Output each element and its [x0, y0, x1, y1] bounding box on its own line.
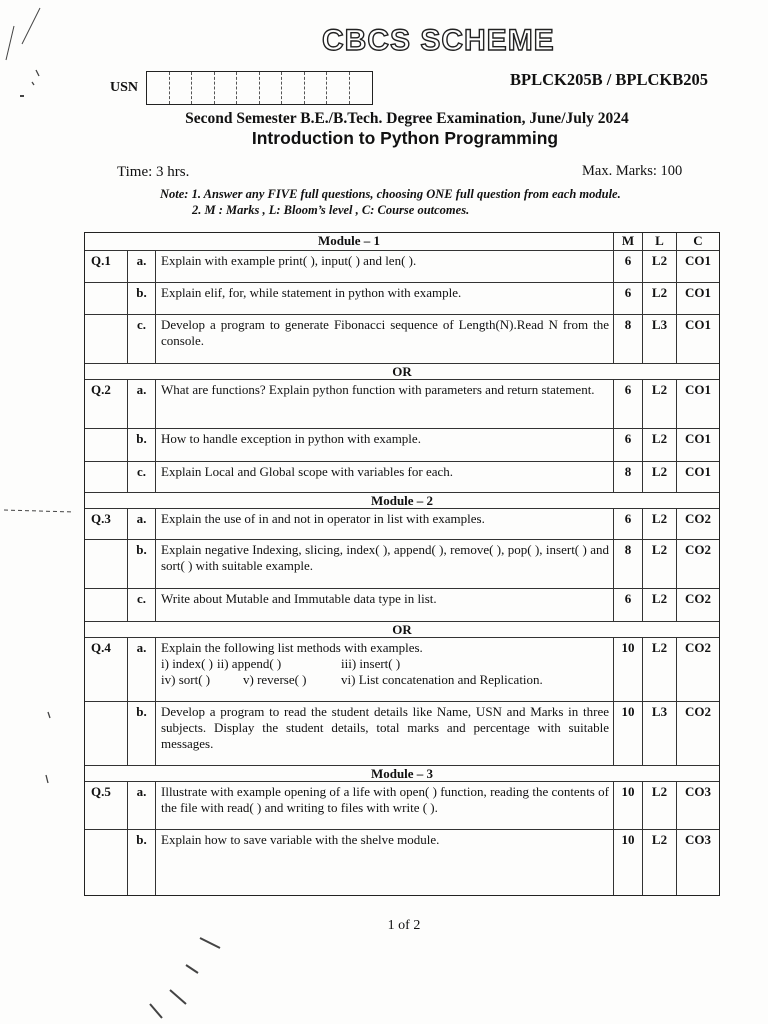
- course-outcome: CO2: [676, 638, 719, 701]
- or-separator: [85, 363, 719, 379]
- or-label: OR: [392, 622, 412, 637]
- part-label: b.: [127, 429, 155, 461]
- usn-label: USN: [110, 80, 139, 95]
- marks: 8: [613, 540, 642, 588]
- part-label: c.: [127, 315, 155, 363]
- part-label: a.: [127, 782, 155, 829]
- note-line-1: Note: 1. Answer any FIVE full questions, choosing ONE full question from each module.: [160, 187, 621, 201]
- time-allowed: Time: 3 hrs.: [117, 164, 190, 180]
- question-text: Write about Mutable and Immutable data type in list.: [155, 589, 613, 621]
- course-outcome: CO2: [676, 540, 719, 588]
- question-number: [85, 702, 127, 765]
- question-number: Q.1: [91, 253, 111, 268]
- blooms-level: L2: [642, 509, 676, 539]
- module-heading: Module – 2: [370, 493, 434, 508]
- question-text: Explain negative Indexing, slicing, index( ), append( ), remove( ), pop( ), insert( ) and sort( ) with suitable example.: [155, 540, 613, 588]
- question-number: [85, 830, 127, 895]
- marks: 6: [613, 251, 642, 282]
- marks: 8: [613, 315, 642, 363]
- table-row: [85, 461, 719, 492]
- question-intro: Explain the following list methods with examples.: [161, 640, 423, 655]
- module-heading: Module – 3: [370, 766, 434, 781]
- question-text: Explain Local and Global scope with variables for each.: [155, 462, 613, 492]
- question-text: [155, 638, 613, 701]
- method-item: vi) List concatenation and Replication.: [341, 672, 543, 687]
- marks: 10: [613, 782, 642, 829]
- course-outcome: CO1: [676, 429, 719, 461]
- question-text: What are functions? Explain python function with parameters and return statement.: [155, 380, 613, 428]
- question-number: [85, 315, 127, 363]
- question-text: Illustrate with example opening of a life with open( ) function, reading the contents of the file with read( ) and writing to files with write ( ).: [155, 782, 613, 829]
- col-level-header: L: [642, 233, 676, 250]
- usn-cell: [192, 72, 215, 104]
- table-row: [85, 314, 719, 363]
- course-outcome: CO1: [676, 283, 719, 314]
- course-outcome: CO2: [676, 702, 719, 765]
- usn-cell: [305, 72, 328, 104]
- course-outcome: CO3: [676, 782, 719, 829]
- method-item: ii) append( ): [217, 656, 282, 671]
- question-number: [85, 283, 127, 314]
- col-marks-header: M: [613, 233, 642, 250]
- usn-cell: [215, 72, 238, 104]
- module-heading: Module – 1: [317, 233, 381, 248]
- part-label: b.: [127, 540, 155, 588]
- marks: 6: [613, 509, 642, 539]
- course-outcome: CO2: [676, 509, 719, 539]
- question-text: How to handle exception in python with example.: [155, 429, 613, 461]
- blooms-level: L2: [642, 782, 676, 829]
- question-number: [85, 589, 127, 621]
- blooms-level: L2: [642, 830, 676, 895]
- course-outcome: CO1: [676, 315, 719, 363]
- blooms-level: L3: [642, 315, 676, 363]
- course-outcome: CO2: [676, 589, 719, 621]
- marks: 6: [613, 380, 642, 428]
- note-line-2: 2. M : Marks , L: Bloom’s level , C: Course outcomes.: [192, 203, 470, 217]
- marks: 10: [613, 702, 642, 765]
- part-label: b.: [127, 830, 155, 895]
- usn-cell: [237, 72, 260, 104]
- table-row: [85, 701, 719, 765]
- course-outcome: CO3: [676, 830, 719, 895]
- table-row: [85, 539, 719, 588]
- blooms-level: L2: [642, 589, 676, 621]
- question-number: [85, 462, 127, 492]
- part-label: a.: [127, 638, 155, 701]
- or-separator: [85, 621, 719, 637]
- table-row: [85, 508, 719, 539]
- usn-cell: [260, 72, 283, 104]
- marks: 8: [613, 462, 642, 492]
- method-item: v) reverse( ): [243, 672, 307, 687]
- blooms-level: L2: [642, 380, 676, 428]
- part-label: a.: [127, 509, 155, 539]
- exam-title: Second Semester B.E./B.Tech. Degree Examination, June/July 2024: [185, 110, 629, 127]
- question-number: Q.2: [91, 382, 111, 397]
- question-text: Explain the use of in and not in operator in list with examples.: [155, 509, 613, 539]
- marks: 10: [613, 638, 642, 701]
- scheme-stamp: CBCS SCHEME: [322, 24, 555, 57]
- module-separator: [85, 492, 719, 508]
- table-header-row: [85, 233, 719, 250]
- table-row: [85, 428, 719, 461]
- paper-code: BPLCK205B / BPLCKB205: [510, 70, 709, 89]
- table-row: [85, 379, 719, 428]
- question-number: Q.5: [91, 784, 111, 799]
- blooms-level: L2: [642, 283, 676, 314]
- usn-cell: [282, 72, 305, 104]
- part-label: b.: [127, 283, 155, 314]
- marks: 10: [613, 830, 642, 895]
- usn-cell: [350, 72, 373, 104]
- blooms-level: L2: [642, 462, 676, 492]
- method-list-line-2: [161, 672, 609, 688]
- usn-cell: [147, 72, 170, 104]
- part-label: b.: [127, 702, 155, 765]
- course-outcome: CO1: [676, 251, 719, 282]
- table-row: [85, 250, 719, 282]
- part-label: a.: [127, 380, 155, 428]
- method-item: i) index( ): [161, 656, 213, 671]
- blooms-level: L2: [642, 638, 676, 701]
- or-label: OR: [392, 364, 412, 379]
- method-item: iii) insert( ): [341, 656, 401, 671]
- question-number: Q.4: [91, 640, 111, 655]
- question-number: Q.3: [91, 511, 111, 526]
- question-text: Explain with example print( ), input( ) and len( ).: [155, 251, 613, 282]
- usn-cell: [170, 72, 193, 104]
- usn-cell: [327, 72, 350, 104]
- max-marks: Max. Marks: 100: [582, 163, 683, 179]
- method-item: iv) sort( ): [161, 672, 211, 687]
- part-label: a.: [127, 251, 155, 282]
- page-number: 1 of 2: [387, 918, 421, 933]
- subject-title: Introduction to Python Programming: [251, 128, 559, 148]
- course-outcome: CO1: [676, 462, 719, 492]
- table-row: [85, 588, 719, 621]
- course-outcome: CO1: [676, 380, 719, 428]
- question-text: Develop a program to generate Fibonacci sequence of Length(N).Read N from the console.: [155, 315, 613, 363]
- part-label: c.: [127, 462, 155, 492]
- blooms-level: L2: [642, 251, 676, 282]
- table-row: [85, 637, 719, 701]
- table-row: [85, 282, 719, 314]
- blooms-level: L2: [642, 429, 676, 461]
- blooms-level: L2: [642, 540, 676, 588]
- table-row: [85, 781, 719, 829]
- table-row: [85, 829, 719, 895]
- question-text: Explain elif, for, while statement in python with example.: [155, 283, 613, 314]
- usn-boxes: [146, 71, 373, 105]
- marks: 6: [613, 589, 642, 621]
- part-label: c.: [127, 589, 155, 621]
- question-table: [84, 232, 720, 896]
- method-list-line-1: [161, 656, 609, 672]
- question-text: Explain how to save variable with the shelve module.: [155, 830, 613, 895]
- question-number: [85, 540, 127, 588]
- col-outcome-header: C: [676, 233, 719, 250]
- module-separator: [85, 765, 719, 781]
- blooms-level: L3: [642, 702, 676, 765]
- question-number: [85, 429, 127, 461]
- marks: 6: [613, 283, 642, 314]
- marks: 6: [613, 429, 642, 461]
- question-text: Develop a program to read the student details like Name, USN and Marks in three subjects. Display the student details, total marks and percentage with suitable messages.: [155, 702, 613, 765]
